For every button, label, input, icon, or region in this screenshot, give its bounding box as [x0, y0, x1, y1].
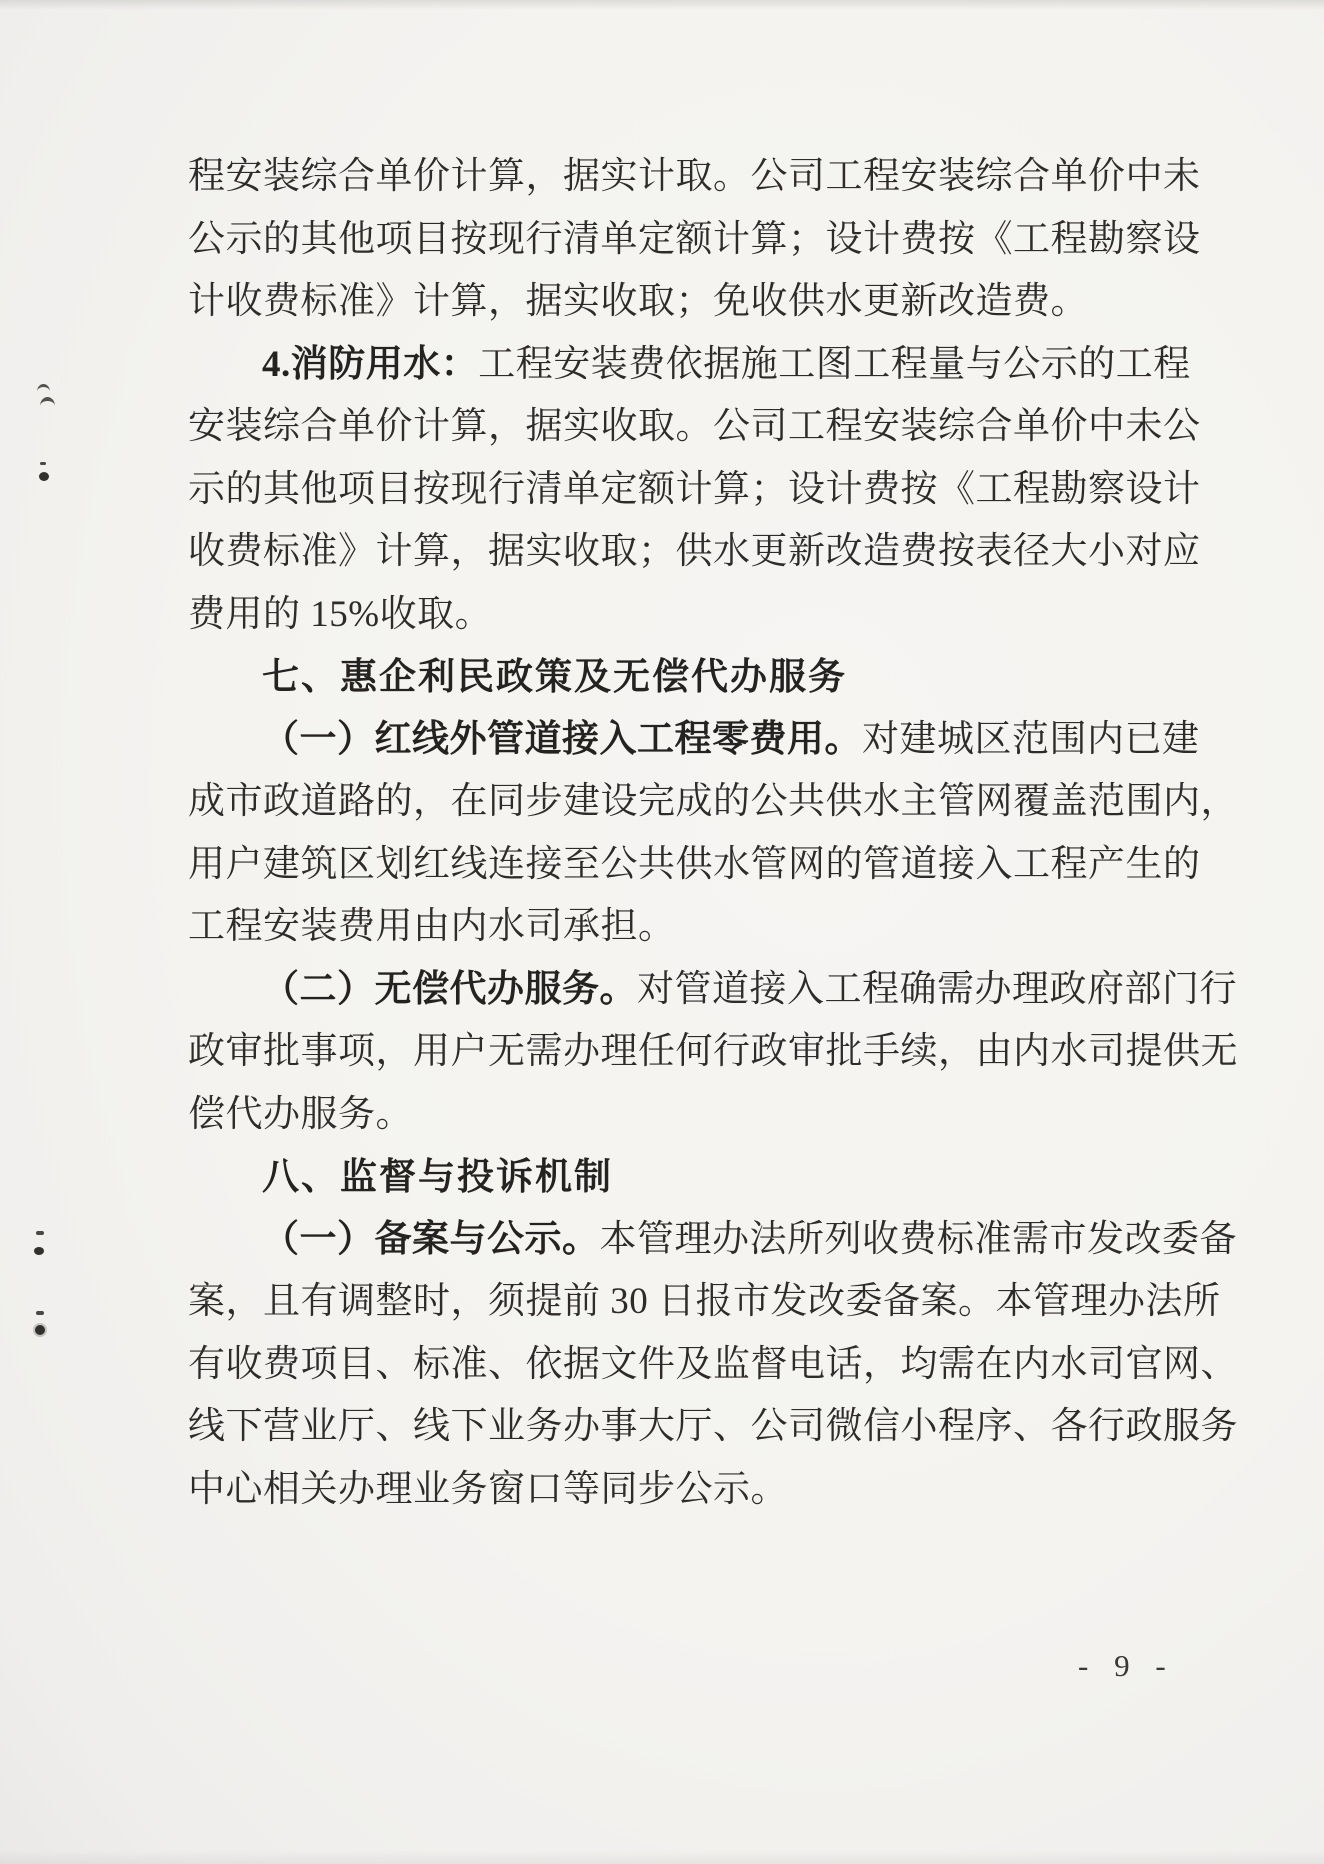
text-line — [188, 709, 1200, 772]
text-line — [188, 146, 1201, 209]
text-line — [188, 271, 1170, 334]
body-text: 安装综合单价计算，据实收取。公司工程安装综合单价中未公 — [188, 406, 1201, 447]
scan-mark — [36, 1311, 44, 1315]
body-text: 偿代办服务。 — [188, 1093, 413, 1135]
text-line — [188, 771, 1238, 834]
body-text: 线下营业厅、线下业务办事大厅、公司微信小程序、各行政服务 — [188, 1406, 1238, 1447]
body-text: 政审批事项，用户无需办理任何行政审批手续，由内水司提供无 — [188, 1031, 1238, 1072]
text-line — [188, 459, 1201, 522]
section-heading — [188, 1146, 1170, 1209]
scan-mark — [36, 1231, 44, 1235]
body-text: 对管道接入工程确需办理政府部门行 — [637, 968, 1237, 1010]
body-text: 中心相关办理业务窗口等同步公示。 — [188, 1468, 788, 1510]
text-line — [188, 834, 1201, 897]
body-text: 计收费标准》计算，据实收取；免收供水更新改造费。 — [188, 281, 1088, 322]
text-line — [188, 896, 1170, 959]
body-text: 示的其他项目按现行清单定额计算；设计费按《工程勘察设计 — [188, 468, 1201, 510]
body-text: 收费标准》计算，据实收取；供水更新改造费按表径大小对应 — [188, 531, 1201, 572]
text-line — [188, 209, 1201, 272]
text-line — [188, 334, 1191, 397]
text-line — [188, 584, 1170, 647]
scan-mark — [35, 1325, 45, 1335]
text-line — [188, 959, 1237, 1022]
emphasis-text: 八、监督与投诉机制 — [262, 1156, 613, 1197]
emphasis-text: 4.消防用水： — [262, 343, 479, 385]
body-text: 费用的 15%收取。 — [188, 593, 493, 635]
scan-mark — [40, 397, 55, 408]
body-text: 有收费项目、标准、依据文件及监督电话，均需在内水司官网、 — [188, 1343, 1238, 1385]
document-body — [188, 146, 1238, 1521]
text-line — [188, 1396, 1238, 1459]
body-text: 工程安装费依据施工图工程量与公示的工程 — [478, 343, 1191, 385]
scan-mark — [34, 1247, 44, 1255]
emphasis-text: （一）红线外管道接入工程零费用。 — [262, 718, 862, 760]
body-text: 用户建筑区划红线连接至公共供水管网的管道接入工程产生的 — [188, 843, 1201, 885]
text-line — [188, 521, 1201, 584]
scan-mark — [37, 384, 50, 393]
emphasis-text: 七、惠企利民政策及无偿代办服务 — [262, 656, 847, 697]
text-line — [188, 1459, 1170, 1522]
emphasis-text: （二）无偿代办服务。 — [262, 968, 637, 1010]
scan-mark — [39, 472, 49, 481]
body-text: 成市政道路的，在同步建设完成的公共供水主管网覆盖范围内， — [188, 781, 1238, 822]
body-text: 公示的其他项目按现行清单定额计算；设计费按《工程勘察设 — [188, 218, 1201, 260]
text-line — [188, 1021, 1238, 1084]
body-text: 对建城区范围内已建 — [862, 718, 1200, 760]
text-line — [188, 1084, 1170, 1147]
body-text: 程安装综合单价计算，据实计取。公司工程安装综合单价中未 — [188, 156, 1201, 197]
body-text: 工程安装费用由内水司承担。 — [188, 906, 676, 947]
section-heading — [188, 646, 1170, 709]
text-line — [188, 1334, 1238, 1397]
text-line — [188, 1209, 1237, 1272]
page-number: - 9 - — [1078, 1648, 1175, 1683]
emphasis-text: （一）备案与公示。 — [262, 1218, 600, 1260]
text-line — [188, 396, 1201, 459]
scan-mark — [40, 462, 46, 465]
body-text: 案，且有调整时，须提前 30 日报市发改委备案。本管理办法所 — [188, 1281, 1221, 1322]
body-text: 本管理办法所列收费标准需市发改委备 — [599, 1218, 1237, 1260]
text-line — [188, 1271, 1221, 1334]
